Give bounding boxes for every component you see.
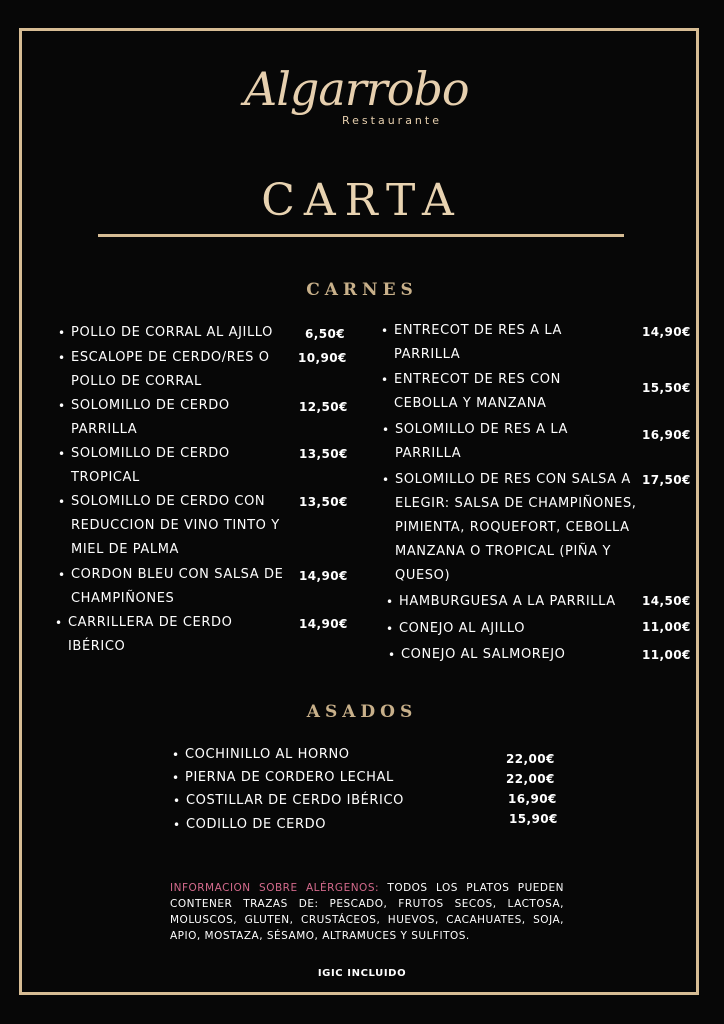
menu-item <box>58 321 291 345</box>
item-price: 16,90€ <box>508 792 557 806</box>
item-price: 15,50€ <box>642 381 691 395</box>
item-price: 14,90€ <box>299 569 348 583</box>
item-price: 13,50€ <box>299 495 348 509</box>
menu-item <box>58 563 293 611</box>
bullet-icon: • <box>388 648 396 662</box>
bullet-icon: • <box>55 616 63 630</box>
item-name: CODILLO DE CERDO <box>186 817 327 832</box>
bullet-icon: • <box>58 326 66 340</box>
bullet-icon: • <box>386 595 394 609</box>
item-price: 11,00€ <box>642 620 691 634</box>
bullet-icon: • <box>381 324 389 338</box>
menu-item <box>58 346 286 394</box>
bullet-icon: • <box>58 351 66 365</box>
item-price: 10,90€ <box>298 351 347 365</box>
menu-item <box>173 813 476 837</box>
menu-item <box>388 643 641 667</box>
item-price: 14,90€ <box>642 325 691 339</box>
menu-item <box>173 789 476 813</box>
item-name: HAMBURGUESA A LA PARRILLA <box>399 594 616 609</box>
menu-item <box>381 319 584 367</box>
item-price: 16,90€ <box>642 428 691 442</box>
menu-item <box>382 418 585 466</box>
bullet-icon: • <box>58 568 66 582</box>
item-name: COSTILLAR DE CERDO IBÉRICO <box>186 793 404 808</box>
allergen-text: TODOS LOS PLATOS PUEDEN CONTENER TRAZAS DE: PESCADO, FRUTOS SECOS, LACTOSA, MOLUSCOS, GLUTEN, CRUSTÁCEOS, HUEVOS, CACAHUATES, SOJA, APIO, MOSTAZA, SÉSAMO, ALTRAMUCES Y SULFITOS. <box>170 882 564 942</box>
item-name: CONEJO AL AJILLO <box>399 621 526 636</box>
title-divider <box>98 234 624 237</box>
item-name: ESCALOPE DE CERDO/RES O POLLO DE CORRAL <box>71 350 270 389</box>
item-price: 15,90€ <box>509 812 558 826</box>
item-price: 6,50€ <box>305 327 345 341</box>
item-name: COCHINILLO AL HORNO <box>185 747 350 762</box>
logo-subtitle: Restaurante <box>342 114 442 127</box>
bullet-icon: • <box>172 748 180 762</box>
item-price: 12,50€ <box>299 400 348 414</box>
item-price: 22,00€ <box>506 772 555 786</box>
bullet-icon: • <box>58 399 66 413</box>
item-name: ENTRECOT DE RES A LA PARRILLA <box>394 323 562 362</box>
item-price: 17,50€ <box>642 473 691 487</box>
item-name: PIERNA DE CORDERO LECHAL <box>185 770 394 785</box>
bullet-icon: • <box>382 423 390 437</box>
menu-item <box>382 468 641 588</box>
menu-item <box>58 394 271 442</box>
item-name: CONEJO AL SALMOREJO <box>401 647 566 662</box>
bullet-icon: • <box>381 373 389 387</box>
logo-name: Algarrobo <box>244 62 469 116</box>
item-name: CORDON BLEU CON SALSA DE CHAMPIÑONES <box>71 567 284 606</box>
menu-item <box>55 611 268 659</box>
item-name: POLLO DE CORRAL AL AJILLO <box>71 325 274 340</box>
item-price: 22,00€ <box>506 752 555 766</box>
item-name: SOLOMILLO DE CERDO TROPICAL <box>71 446 230 485</box>
item-name: SOLOMILLO DE RES A LA PARRILLA <box>395 422 568 461</box>
bullet-icon: • <box>58 447 66 461</box>
menu-item <box>386 617 639 641</box>
bullet-icon: • <box>386 622 394 636</box>
menu-item <box>381 368 584 416</box>
allergen-notice <box>170 880 564 944</box>
item-name: SOLOMILLO DE RES CON SALSA A ELEGIR: SALSA DE CHAMPIÑONES, PIMIENTA, ROQUEFORT, CEBOLLA MANZANA O TROPICAL (PIÑA Y QUESO) <box>395 472 637 583</box>
item-price: 14,50€ <box>642 594 691 608</box>
item-price: 11,00€ <box>642 648 691 662</box>
menu-item <box>386 590 639 614</box>
item-name: ENTRECOT DE RES CON CEBOLLA Y MANZANA <box>394 372 561 411</box>
item-name: CARRILLERA DE CERDO IBÉRICO <box>68 615 233 654</box>
allergen-label: INFORMACION SOBRE ALÉRGENOS: <box>170 882 380 894</box>
menu-item <box>58 490 293 562</box>
bullet-icon: • <box>58 495 66 509</box>
section-heading-asados: ASADOS <box>306 702 418 722</box>
menu-item <box>172 743 475 767</box>
tax-note: IGIC INCLUIDO <box>317 968 407 979</box>
item-name: SOLOMILLO DE CERDO PARRILLA <box>71 398 230 437</box>
bullet-icon: • <box>382 473 390 487</box>
item-price: 14,90€ <box>299 617 348 631</box>
bullet-icon: • <box>172 771 180 785</box>
item-price: 13,50€ <box>299 447 348 461</box>
menu-item <box>58 442 271 490</box>
page-title: CARTA <box>261 175 463 226</box>
bullet-icon: • <box>173 794 181 808</box>
section-heading-carnes: CARNES <box>306 280 418 300</box>
item-name: SOLOMILLO DE CERDO CON REDUCCION DE VINO TINTO Y MIEL DE PALMA <box>71 494 280 557</box>
restaurant-logo <box>244 44 480 144</box>
menu-item <box>172 766 475 790</box>
bullet-icon: • <box>173 818 181 832</box>
